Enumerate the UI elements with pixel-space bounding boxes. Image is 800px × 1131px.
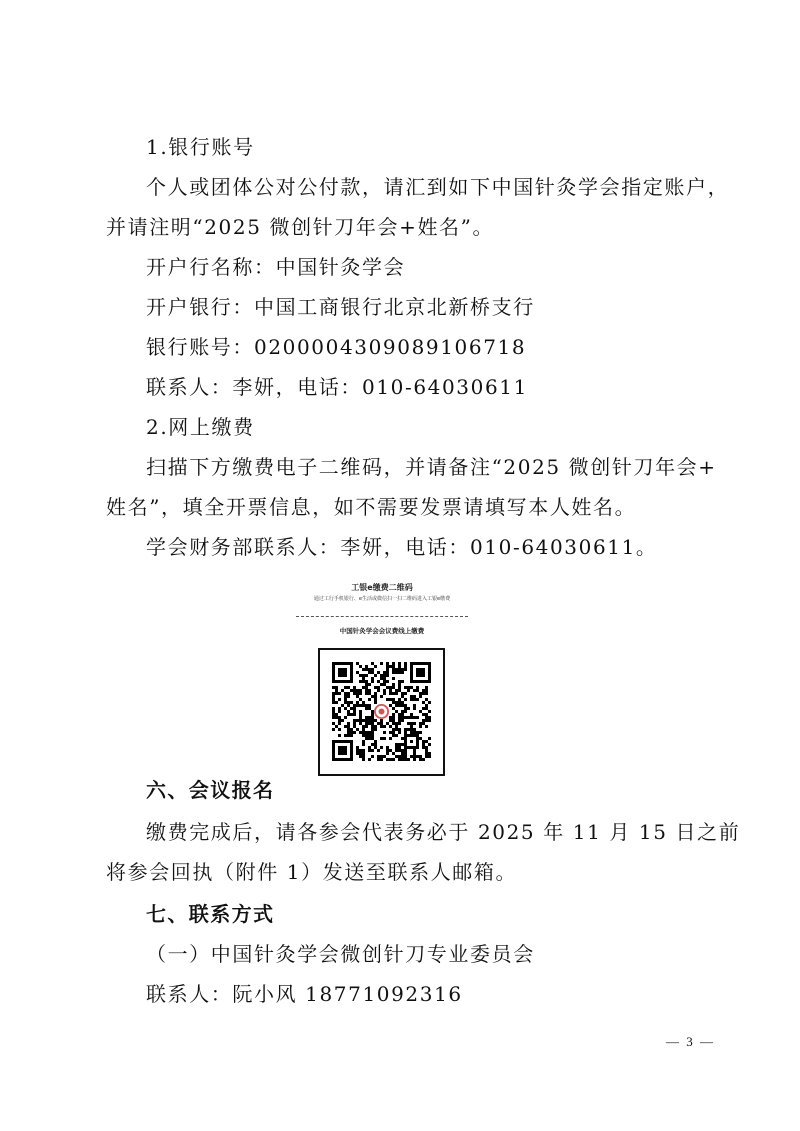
qr-subtitle: 通过工行手机银行、e生活或微信扫一扫二维码进入工银e缴费 bbox=[313, 596, 451, 602]
registration-heading: 六、会议报名 bbox=[146, 778, 275, 802]
contact-heading: 七、联系方式 bbox=[146, 902, 275, 926]
online-payment-line-2: 姓名”，填全开票信息，如不需要发票请填写本人姓名。 bbox=[106, 495, 637, 519]
account-name: 开户行名称：中国针灸学会 bbox=[146, 255, 406, 279]
bank-intro-line-1: 个人或团体公对公付款，请汇到如下中国针灸学会指定账户， bbox=[146, 175, 730, 199]
page-number: — 3 — bbox=[666, 1034, 715, 1049]
bank-account-heading: 1.银行账号 bbox=[146, 135, 255, 159]
registration-line-2: 将参会回执（附件 1）发送至联系人邮箱。 bbox=[106, 860, 518, 884]
online-payment-line-1: 扫描下方缴费电子二维码，并请备注“2025 微创针刀年会+ bbox=[146, 455, 717, 479]
qr-divider bbox=[296, 616, 468, 617]
online-payment-heading: 2.网上缴费 bbox=[146, 415, 255, 439]
committee-contact: 联系人：阮小风 18771092316 bbox=[146, 982, 463, 1006]
qr-title: 工银e缴费二维码 bbox=[351, 583, 413, 592]
payment-qr-card bbox=[292, 576, 472, 781]
finance-contact: 学会财务部联系人：李妍，电话：010-64030611。 bbox=[146, 535, 658, 559]
qr-code-icon bbox=[332, 662, 431, 761]
qr-code-frame bbox=[318, 648, 445, 776]
account-number: 银行账号：0200004309089106718 bbox=[146, 335, 527, 359]
committee-name: （一）中国针灸学会微创针刀专业委员会 bbox=[146, 942, 535, 966]
bank-intro-line-2: 并请注明“2025 微创针刀年会+姓名”。 bbox=[106, 215, 495, 239]
bank-contact: 联系人：李妍，电话：010-64030611 bbox=[146, 375, 528, 399]
registration-line-1: 缴费完成后，请各参会代表务必于 2025 年 11 月 15 日之前 bbox=[146, 820, 741, 844]
qr-caption: 中国针灸学会会议费线上缴费 bbox=[339, 627, 425, 635]
bank-branch: 开户银行：中国工商银行北京北新桥支行 bbox=[146, 295, 535, 319]
